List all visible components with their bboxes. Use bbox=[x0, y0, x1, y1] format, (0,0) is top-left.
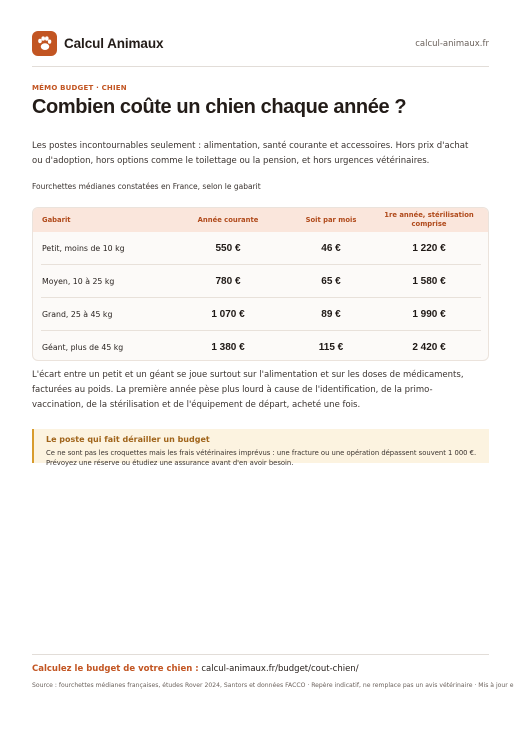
first-year-cost: 1 990 € bbox=[412, 308, 446, 320]
intro-paragraph: Les postes incontournables seulement : alimentation, santé courante et accessoires. Hors prix d'achat ou d'adoption, hors options comme le toilettage ou la pension, et hors urgences vétérinaires. bbox=[32, 141, 469, 166]
warning-callout bbox=[32, 429, 489, 467]
cost-table bbox=[32, 207, 489, 361]
callout-title: Le poste qui fait dérailler un budget bbox=[46, 435, 210, 444]
site-header bbox=[32, 31, 489, 57]
paw-icon bbox=[36, 35, 53, 52]
annual-cost: 1 380 € bbox=[211, 341, 245, 353]
row-label: Petit, moins de 10 kg bbox=[42, 243, 125, 253]
annual-cost: 550 € bbox=[215, 242, 241, 254]
table-row bbox=[33, 331, 488, 361]
header-divider bbox=[32, 66, 489, 67]
monthly-cost: 89 € bbox=[321, 308, 341, 320]
footer-divider bbox=[32, 654, 489, 655]
kicker: MÉMO BUDGET · CHIEN bbox=[32, 84, 127, 92]
table-row bbox=[33, 232, 488, 264]
page-title: Combien coûte un chien chaque année ? bbox=[32, 96, 407, 118]
table-header bbox=[33, 208, 488, 232]
first-year-cost: 2 420 € bbox=[412, 341, 446, 353]
row-label: Géant, plus de 45 kg bbox=[42, 342, 124, 352]
table-row bbox=[33, 265, 488, 297]
table-caption: Fourchettes médianes constatées en France, selon le gabarit bbox=[32, 182, 261, 191]
logo[interactable] bbox=[32, 31, 57, 56]
column-header-first-year: 1re année, stérilisation comprise bbox=[384, 211, 474, 228]
first-year-cost: 1 220 € bbox=[412, 242, 446, 254]
memo-page bbox=[32, 0, 514, 736]
monthly-cost: 115 € bbox=[318, 341, 344, 353]
table-row bbox=[33, 298, 488, 330]
cta-label: Calculez le budget de votre chien : bbox=[32, 664, 199, 674]
column-header-gabarit: Gabarit bbox=[42, 215, 71, 224]
row-label: Moyen, 10 à 25 kg bbox=[42, 276, 115, 286]
site-domain[interactable]: calcul-animaux.fr bbox=[415, 39, 489, 49]
annual-cost: 1 070 € bbox=[211, 308, 245, 320]
cta-link[interactable]: calcul-animaux.fr/budget/cout-chien/ bbox=[201, 664, 359, 674]
source-note: Source : fourchettes médianes françaises, études Rover 2024, Santors et données FACCO · Repère indicatif, ne remplace pas un avis vétérinaire · Mis à jour e bbox=[32, 682, 514, 689]
calculator-cta bbox=[32, 664, 359, 674]
analysis-paragraph: L'écart entre un petit et un géant se joue surtout sur l'alimentation et sur les doses de médicaments, facturées au poids. La première année pèse plus lourd à cause de l'identification, de la primo-vaccination, de la stérilisation et de l'équipement de départ, acheté une fois. bbox=[32, 370, 464, 410]
column-header-annual: Année courante bbox=[197, 215, 259, 224]
first-year-cost: 1 580 € bbox=[412, 275, 446, 287]
monthly-cost: 46 € bbox=[321, 242, 341, 254]
callout-text: Ce ne sont pas les croquettes mais les frais vétérinaires imprévus : une fracture ou une opération dépassent souvent 1 000 €. Prévoyez une réserve ou étudiez une assurance avant d'en avoir besoin. bbox=[46, 449, 477, 467]
annual-cost: 780 € bbox=[215, 275, 241, 287]
brand-name[interactable]: Calcul Animaux bbox=[64, 36, 164, 51]
column-header-monthly: Soit par mois bbox=[305, 215, 357, 224]
monthly-cost: 65 € bbox=[321, 275, 341, 287]
row-label: Grand, 25 à 45 kg bbox=[42, 309, 113, 319]
